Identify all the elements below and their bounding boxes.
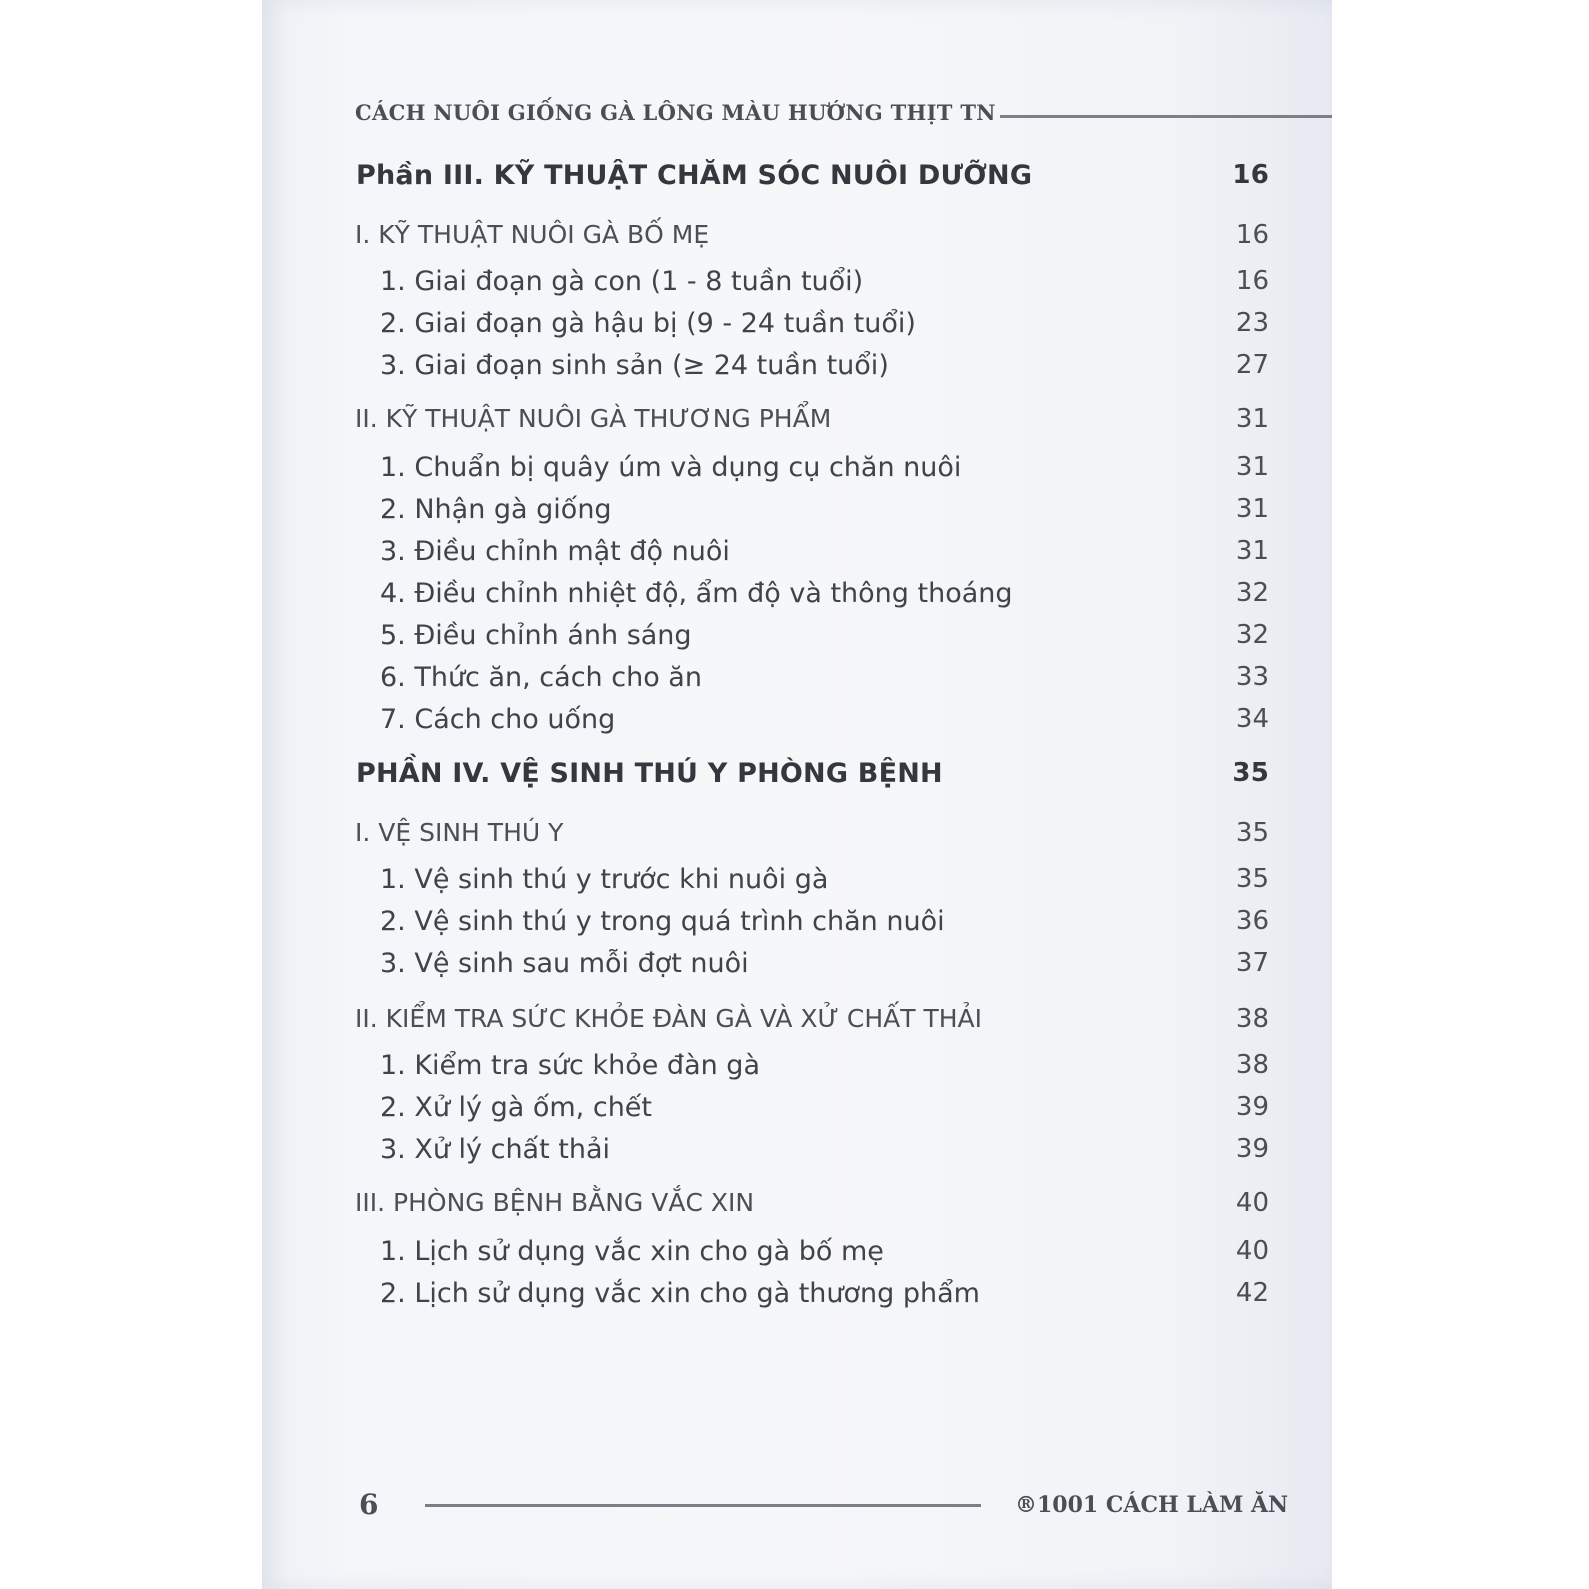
toc-entry bbox=[0, 308, 1589, 348]
toc-entry-page: 38 bbox=[1235, 1050, 1269, 1080]
toc-entry bbox=[0, 1004, 1589, 1044]
toc-entry-page: 37 bbox=[1235, 948, 1269, 978]
toc-entry-page: 33 bbox=[1235, 662, 1269, 692]
toc-entry-page: 35 bbox=[1232, 758, 1269, 788]
toc-entry-label: PHẦN IV. VỆ SINH THÚ Y PHÒNG BỆNH bbox=[356, 758, 943, 789]
toc-entry-page: 31 bbox=[1235, 494, 1269, 524]
header-rule bbox=[1000, 115, 1332, 118]
toc-entry bbox=[0, 578, 1589, 618]
footer-rule bbox=[425, 1504, 981, 1507]
toc-entry bbox=[0, 404, 1589, 444]
toc-entry bbox=[0, 350, 1589, 390]
toc-entry-label: 2. Xử lý gà ốm, chết bbox=[380, 1092, 653, 1123]
toc-entry-label: Phần III. KỸ THUẬT CHĂM SÓC NUÔI DƯỠNG bbox=[356, 160, 1033, 191]
toc-entry bbox=[0, 1092, 1589, 1132]
toc-entry bbox=[0, 704, 1589, 744]
toc-entry-label: 2. Lịch sử dụng vắc xin cho gà thương phẩm bbox=[380, 1278, 980, 1309]
toc-entry bbox=[0, 266, 1589, 306]
toc-entry-page: 40 bbox=[1235, 1188, 1269, 1218]
toc-entry-page: 39 bbox=[1235, 1134, 1269, 1164]
toc-entry-page: 42 bbox=[1235, 1278, 1269, 1308]
toc-entry-page: 39 bbox=[1235, 1092, 1269, 1122]
toc-entry bbox=[0, 818, 1589, 858]
toc-entry bbox=[0, 160, 1589, 200]
toc-entry bbox=[0, 1050, 1589, 1090]
toc-entry-label: 2. Vệ sinh thú y trong quá trình chăn nuôi bbox=[380, 906, 945, 937]
toc-entry-label: 5. Điều chỉnh ánh sáng bbox=[380, 620, 692, 651]
toc-entry-page: 16 bbox=[1235, 266, 1269, 296]
toc-entry-page: 40 bbox=[1235, 1236, 1269, 1266]
toc-entry-label: 2. Giai đoạn gà hậu bị (9 - 24 tuần tuổi) bbox=[380, 308, 916, 339]
toc-entry-page: 32 bbox=[1235, 578, 1269, 608]
toc-entry-label: 4. Điều chỉnh nhiệt độ, ẩm độ và thông thoáng bbox=[380, 578, 1013, 609]
toc-entry-label: II. KỸ THUẬT NUÔI GÀ THƯƠNG PHẨM bbox=[355, 404, 832, 433]
toc-entry-label: 3. Xử lý chất thải bbox=[380, 1134, 611, 1165]
toc-entry bbox=[0, 1134, 1589, 1174]
toc-entry-label: 1. Kiểm tra sức khỏe đàn gà bbox=[380, 1050, 760, 1081]
toc-entry-label: 7. Cách cho uống bbox=[380, 704, 616, 735]
toc-entry-page: 16 bbox=[1235, 220, 1269, 250]
toc-entry-label: 1. Lịch sử dụng vắc xin cho gà bố mẹ bbox=[380, 1236, 884, 1267]
toc-entry bbox=[0, 1278, 1589, 1318]
toc-entry bbox=[0, 452, 1589, 492]
toc-entry-page: 34 bbox=[1235, 704, 1269, 734]
toc-entry-page: 36 bbox=[1235, 906, 1269, 936]
toc-entry-page: 38 bbox=[1235, 1004, 1269, 1034]
toc-entry-label: 3. Vệ sinh sau mỗi đợt nuôi bbox=[380, 948, 749, 979]
toc-entry bbox=[0, 1188, 1589, 1228]
toc-entry bbox=[0, 906, 1589, 946]
toc-entry-label: 2. Nhận gà giống bbox=[380, 494, 612, 525]
toc-entry-label: 3. Điều chỉnh mật độ nuôi bbox=[380, 536, 730, 567]
toc-entry-page: 31 bbox=[1235, 452, 1269, 482]
toc-entry-label: 1. Vệ sinh thú y trước khi nuôi gà bbox=[380, 864, 829, 895]
toc-entry-page: 32 bbox=[1235, 620, 1269, 650]
toc-entry-label: 6. Thức ăn, cách cho ăn bbox=[380, 662, 702, 693]
toc-entry-label: II. KIỂM TRA SỨC KHỎE ĐÀN GÀ VÀ XỬ CHẤT THẢI bbox=[355, 1004, 983, 1033]
toc-entry bbox=[0, 758, 1589, 798]
toc-entry-page: 16 bbox=[1232, 160, 1269, 190]
toc-entry bbox=[0, 220, 1589, 260]
toc-entry-label: 1. Giai đoạn gà con (1 - 8 tuần tuổi) bbox=[380, 266, 864, 297]
toc-entry bbox=[0, 536, 1589, 576]
toc-entry-label: I. VỆ SINH THÚ Y bbox=[355, 818, 564, 847]
toc-entry bbox=[0, 662, 1589, 702]
toc-entry-page: 27 bbox=[1235, 350, 1269, 380]
publisher-mark: ®1001 CÁCH LÀM ĂN bbox=[1015, 1492, 1289, 1518]
toc-entry bbox=[0, 620, 1589, 660]
page-number: 6 bbox=[359, 1488, 379, 1521]
toc-entry-page: 31 bbox=[1235, 404, 1269, 434]
toc-entry bbox=[0, 948, 1589, 988]
toc-entry bbox=[0, 1236, 1589, 1276]
toc-entry-page: 23 bbox=[1235, 308, 1269, 338]
toc-entry-label: 3. Giai đoạn sinh sản (≥ 24 tuần tuổi) bbox=[380, 350, 889, 381]
toc-entry-label: III. PHÒNG BỆNH BẰNG VẮC XIN bbox=[355, 1188, 755, 1217]
toc-entry-label: I. KỸ THUẬT NUÔI GÀ BỐ MẸ bbox=[355, 220, 710, 249]
toc-entry-page: 35 bbox=[1235, 818, 1269, 848]
toc-entry bbox=[0, 864, 1589, 904]
toc-entry-label: 1. Chuẩn bị quây úm và dụng cụ chăn nuôi bbox=[380, 452, 962, 483]
toc-entry bbox=[0, 494, 1589, 534]
running-header: CÁCH NUÔI GIỐNG GÀ LÔNG MÀU HƯỚNG THỊT TN bbox=[355, 100, 996, 125]
toc-entry-page: 35 bbox=[1235, 864, 1269, 894]
toc-entry-page: 31 bbox=[1235, 536, 1269, 566]
